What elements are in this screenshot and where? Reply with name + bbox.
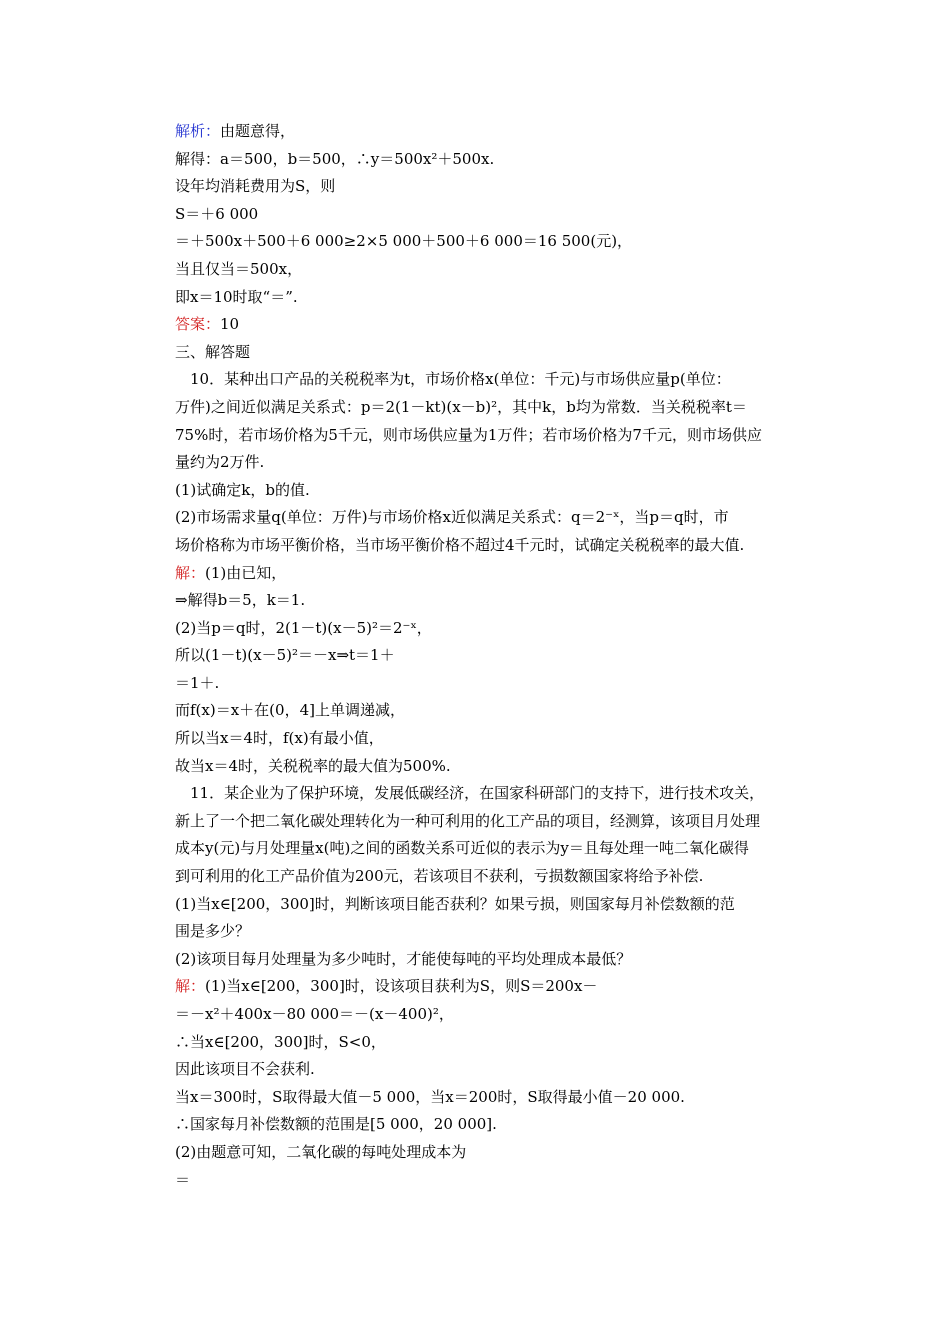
text-line: 当且仅当＝500x，	[175, 259, 303, 278]
text-line: ∴国家每月补偿数额的范围是[5 000，20 000].	[175, 1115, 497, 1134]
text-line: 而f(x)＝x＋在(0，4]上单调递减，	[175, 701, 405, 720]
text-line: ∴当x∈[200，300]时，S<0，	[175, 1032, 386, 1051]
solution-label: 解：	[175, 563, 206, 582]
solution-label: 解：	[175, 977, 206, 996]
question-10-line: 75%时，若市场价格为5千元，则市场供应量为1万件；若市场价格为7千元，则市场供应	[175, 425, 762, 444]
question-11-line: 成本y(元)与月处理量x(吨)之间的函数关系可近似的表示为y＝且每处理一吨二氧化碳得	[175, 839, 749, 858]
question-11-line: 围是多少？	[175, 922, 251, 941]
text-line: (1)由已知，	[205, 563, 287, 582]
text-line: (1)当x∈[200，300]时，设该项目获利为S，则S＝200x－	[205, 977, 598, 996]
text-line: ＝－x²＋400x－80 000＝－(x－400)²，	[175, 1005, 454, 1023]
analysis-label: 解析：	[175, 122, 221, 140]
text-line: 所以(1－t)(x－5)²＝－x⇒t＝1＋	[175, 646, 395, 665]
question-10-part-1: (1)试确定k，b的值.	[175, 480, 310, 499]
text-line: 当x＝300时，S取得最大值－5 000，当x＝200时，S取得最小值－20 000.	[175, 1087, 685, 1106]
section-heading: 三、解答题	[175, 342, 251, 361]
text-line: (2)由题意可知，二氧化碳的每吨处理成本为	[175, 1142, 467, 1161]
question-11-line: 新上了一个把二氧化碳处理转化为一种可利用的化工产品的项目，经测算，该项目月处理	[175, 811, 761, 830]
text-line: ＝	[175, 1170, 191, 1189]
question-10-line: 量约为2万件.	[175, 453, 265, 472]
question-11-line: 到可利用的化工产品价值为200元，若该项目不获利，亏损数额国家将给予补偿.	[175, 867, 704, 886]
analysis-line	[175, 118, 815, 146]
question-10-line: 10．某种出口产品的关税税率为t，市场价格x(单位：千元)与市场供应量p(单位：	[190, 370, 731, 389]
text-line: S＝＋6 000	[175, 204, 259, 223]
text-line: 解得：a＝500，b＝500，∴y＝500x²＋500x.	[175, 149, 495, 168]
text-line: 设年均消耗费用为S，则	[175, 177, 336, 196]
question-11-part-1: (1)当x∈[200，300]时，判断该项目能否获利？如果亏损，则国家每月补偿数额的范	[175, 894, 735, 913]
text-line: ＝1＋.	[175, 673, 220, 692]
text-line: 因此该项目不会获利.	[175, 1060, 315, 1079]
solution-line	[175, 560, 815, 588]
text-line: 即x＝10时取“＝”.	[175, 287, 298, 306]
text-line: 故当x＝4时，关税税率的最大值为500%.	[175, 756, 451, 775]
document-body	[175, 118, 815, 1194]
answer-value: 10	[220, 315, 240, 334]
solution-line	[175, 973, 815, 1001]
answer-label: 答案：	[175, 315, 221, 334]
question-10-line: 万件)之间近似满足关系式：p＝2(1－kt)(x－b)²，其中k，b均为常数．当关税税率t＝	[175, 397, 747, 416]
question-11-part-2: (2)该项目每月处理量为多少吨时，才能使每吨的平均处理成本最低？	[175, 949, 632, 968]
text-line: ＝＋500x＋500＋6 000≥2×5 000＋500＋6 000＝16 500(元)，	[175, 232, 633, 251]
text-line: 由题意得，	[220, 122, 296, 140]
question-10-part-2: (2)市场需求量q(单位：万件)与市场价格x近似满足关系式：q＝2⁻ˣ，当p＝q时，市	[175, 508, 729, 527]
question-10-line: 场价格称为市场平衡价格，当市场平衡价格不超过4千元时，试确定关税税率的最大值.	[175, 535, 745, 554]
answer-line	[175, 311, 815, 339]
text-line: (2)当p＝q时，2(1－t)(x－5)²＝2⁻ˣ，	[175, 618, 432, 637]
text-line: ⇒解得b＝5，k＝1.	[175, 591, 306, 610]
question-11-line: 11．某企业为了保护环境，发展低碳经济，在国家科研部门的支持下，进行技术攻关，	[190, 784, 765, 803]
text-line: 所以当x＝4时，f(x)有最小值，	[175, 729, 384, 748]
